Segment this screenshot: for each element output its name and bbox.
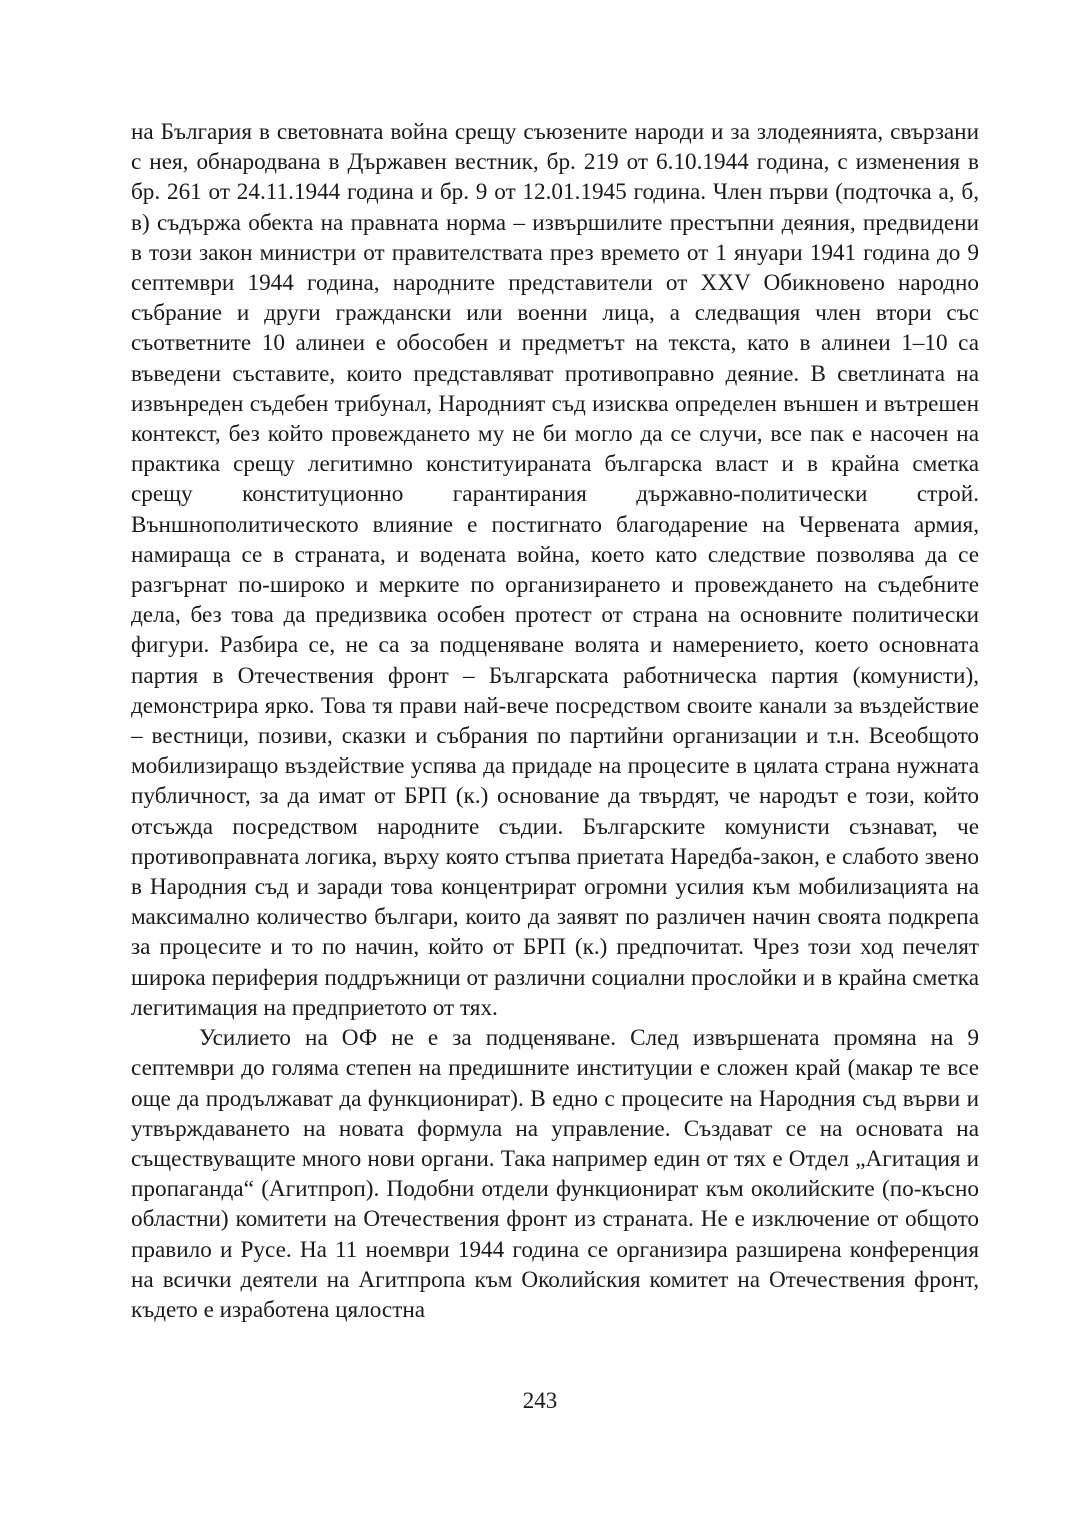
body-text [131, 117, 979, 1325]
paragraph-continuation: на България в световната война срещу съюзените народи и за злодеянията, свързани с нея, обнародвана в Държавен вестник, бр. 219 от 6.10.1944 година, с изменения в бр. 261 от 24.11.1944 година и бр. 9 от 12.01.1945 година. Член първи (подточка а, б, в) съдържа обекта на правната норма – извършилите престъпни деяния, предвидени в този закон министри от правителствата през времето от 1 януари 1941 година до 9 септември 1944 година, народните представители от XXV Обикновено народно събрание и други граждански или военни лица, а следващия член втори със съответните 10 алинеи е обособен и предметът на текста, като в алинеи 1–10 са въведени съставите, които представляват противоправно деяние. В светлината на извънреден съдебен трибунал, Народният съд изисква определен външен и вътрешен контекст, без който провеждането му не би могло да се случи, все пак е насочен на практика срещу легитимно конституираната българска власт и в крайна сметка срещу конституционно гарантирания държавно-политически строй. Външнополитическото влияние е постигнато благодарение на Червената армия, намираща се в страната, и водената война, което като следствие позволява да се разгърнат по-широко и мерките по организирането и провеждането на съдебните дела, без това да предизвика особен протест от страна на основните политически фигури. Разбира се, не са за подценяване волята и намерението, което основната партия в Отечествения фронт – Българската работническа партия (комунисти), демонстрира ярко. Това тя прави най-вече посредством своите канали за въздействие – вестници, позиви, сказки и събрания по партийни организации и т.н. Всеобщото мобилизиращо въздействие успява да придаде на процесите в цялата страна нужната публичност, за да имат от БРП (к.) основание да твърдят, че народът е този, който отсъжда посредством народните съдии. Българските комунисти съзнават, че противоправната логика, върху която стъпва приетата Наредба-закон, е слабото звено в Народния съд и заради това концентрират огромни усилия към мобилизацията на максимално количество българи, които да заявят по различен начин своята подкрепа за процесите и то по начин, който от БРП (к.) предпочитат. Чрез този ход печелят широка периферия поддръжници от различни социални прослойки и в крайна сметка легитимация на предприетото от тях. [131, 119, 979, 1021]
page-number: 243 [522, 1388, 558, 1413]
paragraph-agitprop: Усилието на ОФ не е за подценяване. След извършената промяна на 9 септември до голяма степен на предишните институции е сложен край (макар те все още да продължават да функционират). В едно с процесите на Народния съд върви и утвърждаването на новата формула на управление. Създават се на основата на съществуващите много нови органи. Така например един от тях е Отдел „Агитация и пропаганда“ (Агитпроп). Подобни отдели функционират към околийските (по-късно областни) комитети на Отечествения фронт из страната. Не е изключение от общото правило и Русе. На 11 ноември 1944 година се организира разширена конференция на всички деятели на Агитпропа към Околийския комитет на Отечествения фронт, където е изработена цялостна [131, 1025, 979, 1323]
